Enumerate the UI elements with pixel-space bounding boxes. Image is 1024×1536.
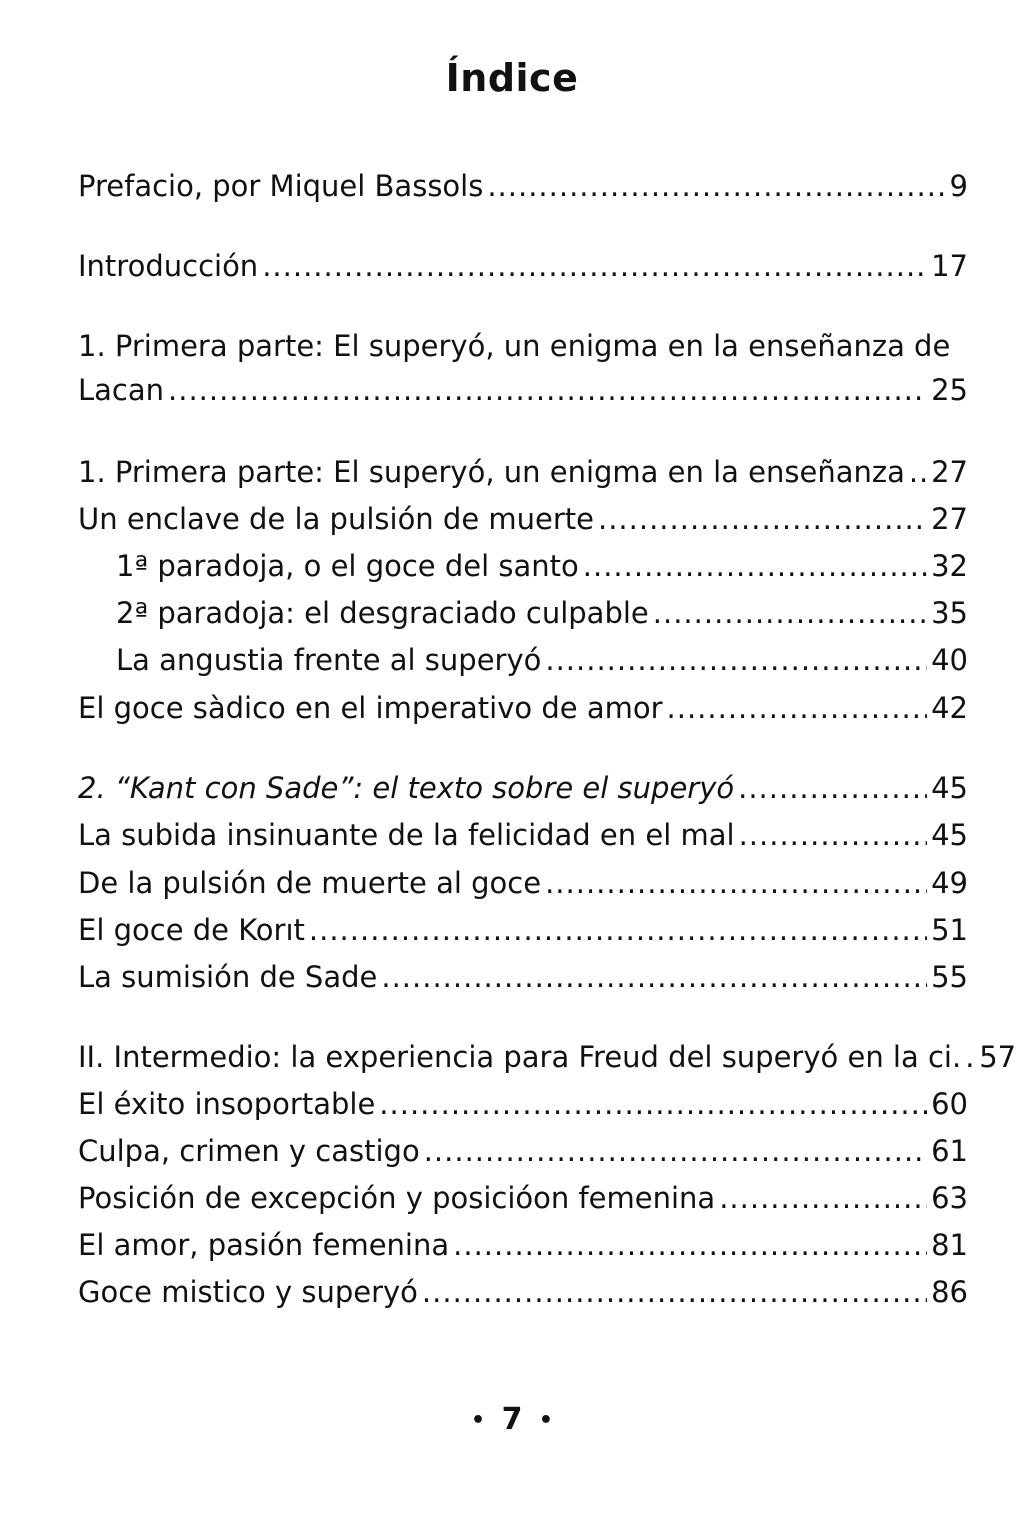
toc-page-number: 40 — [931, 643, 968, 677]
bullet-left: • — [471, 1408, 486, 1433]
toc-page-number: 45 — [931, 771, 968, 805]
toc-page-number: 35 — [931, 596, 968, 630]
toc-leader-dots — [653, 591, 927, 635]
toc-entry-title: Lacan — [78, 373, 165, 407]
toc-page-number: 86 — [931, 1275, 968, 1309]
toc-entry-title: II. Intermedio: la experiencia para Freud del superyó en la ci. — [78, 1040, 962, 1074]
toc-leader-dots — [738, 766, 927, 810]
toc-entry-title: 2ª paradoja: el desgraciado culpable — [116, 596, 649, 630]
toc-entry-kant-con-sade — [78, 766, 968, 810]
toc-entry-title: La subida insinuante de la felicidad en el mal — [78, 818, 735, 852]
toc-page-number: 25 — [931, 373, 968, 407]
toc-entry-subida-insinuante — [78, 813, 968, 857]
toc-page-number: 81 — [931, 1228, 968, 1262]
toc-page-number: 61 — [931, 1134, 968, 1168]
toc-entry-prefacio — [78, 164, 968, 208]
toc-page-number: 27 — [931, 502, 968, 536]
toc-leader-dots — [719, 1176, 927, 1220]
toc-entry-title-line1: 1. Primera parte: El superyó, un enigma en la enseñanza de — [78, 329, 951, 363]
toc-page-number: 9 — [949, 169, 968, 203]
toc-entry-amor-pasion — [78, 1223, 968, 1267]
toc-leader-dots — [422, 1270, 927, 1314]
toc-entry-title: Prefacio, por Miquel Bassols — [78, 169, 484, 203]
toc-entry-segunda-paradoja — [116, 591, 968, 635]
toc-page-number: 60 — [931, 1087, 968, 1121]
toc-leader-dots — [598, 497, 927, 541]
toc-entry-title: El amor, pasión femenina — [78, 1228, 450, 1262]
toc-entry-goce-sadico — [78, 686, 968, 730]
toc-entry-primera-paradoja — [116, 544, 968, 588]
toc-entry-title: La angustia frente al superyó — [116, 643, 542, 677]
toc-entry-title: 1ª paradoja, o el goce del santo — [116, 549, 579, 583]
bullet-right: • — [538, 1408, 553, 1433]
toc-entry-intermedio — [78, 1035, 1017, 1079]
toc-entry-culpa-crimen — [78, 1129, 968, 1173]
toc-page-number: 27 — [931, 455, 968, 489]
toc-entry-title: El éxito insoportable — [78, 1087, 376, 1121]
toc-page-number: 51 — [931, 913, 968, 947]
toc-entry-title: De la pulsión de muerte al goce — [78, 866, 542, 900]
toc-leader-dots — [381, 955, 927, 999]
toc-leader-dots — [545, 638, 927, 682]
toc-entry-exito-insoportable — [78, 1082, 968, 1126]
toc-entry-angustia — [116, 638, 968, 682]
toc-leader-dots — [309, 908, 927, 952]
toc-page-number: 57 — [979, 1040, 1017, 1074]
toc-leader-dots — [583, 544, 927, 588]
toc-entry-title: 2. “Kant con Sade”: el texto sobre el superyó — [78, 771, 735, 805]
toc-leader-dots — [168, 368, 927, 412]
toc-leader-dots — [739, 813, 928, 857]
toc-leader-dots — [453, 1223, 927, 1267]
toc-entry-introduccion — [78, 244, 968, 288]
toc-entry-enclave — [78, 497, 968, 541]
toc-entry-title: 1. Primera parte: El superyó, un enigma en la enseñanza — [78, 455, 905, 489]
toc-entry-sumision-sade — [78, 955, 968, 999]
toc-entry-posicion-excepcion — [78, 1176, 968, 1220]
toc-entry-primera-parte — [78, 450, 968, 494]
page-footer — [0, 1402, 1024, 1437]
toc-leader-dots — [487, 164, 945, 208]
toc-entry-title: Un enclave de la pulsión de muerte — [78, 502, 594, 536]
toc-leader-dots — [424, 1129, 927, 1173]
toc-entry-title: Introducción — [78, 249, 259, 283]
toc-entry-goce-mistico — [78, 1270, 968, 1314]
toc-leader-dots — [909, 450, 927, 494]
toc-entry-primera-parte-lacan — [78, 324, 968, 412]
page-number: 7 — [501, 1402, 523, 1437]
toc-leader-dots — [965, 1035, 975, 1079]
toc-entry-title: El goce sàdico en el imperativo de amor — [78, 691, 663, 725]
page-title: Índice — [445, 56, 579, 100]
toc-leader-dots — [667, 686, 928, 730]
toc-page-number: 32 — [931, 549, 968, 583]
toc-entry-title: Posición de excepción y posicióon femenina — [78, 1181, 716, 1215]
toc-page-number: 49 — [931, 866, 968, 900]
toc-page-number: 63 — [931, 1181, 968, 1215]
toc-entry-pulsion-goce — [78, 861, 968, 905]
toc-leader-dots — [262, 244, 927, 288]
toc-page-number: 55 — [931, 960, 968, 994]
toc-entry-title: Culpa, crimen y castigo — [78, 1134, 420, 1168]
toc-entry-title: La sumisión de Sade — [78, 960, 378, 994]
toc-page-number: 42 — [931, 691, 968, 725]
toc-page-number: 45 — [931, 818, 968, 852]
toc-leader-dots — [379, 1082, 927, 1126]
toc-entry-title: Goce mistico y superyó — [78, 1275, 418, 1309]
toc-page-number: 17 — [931, 249, 968, 283]
toc-entry-goce-korit — [78, 908, 968, 952]
toc-entry-title: El goce de Korıt — [78, 913, 305, 947]
toc-leader-dots — [545, 861, 927, 905]
